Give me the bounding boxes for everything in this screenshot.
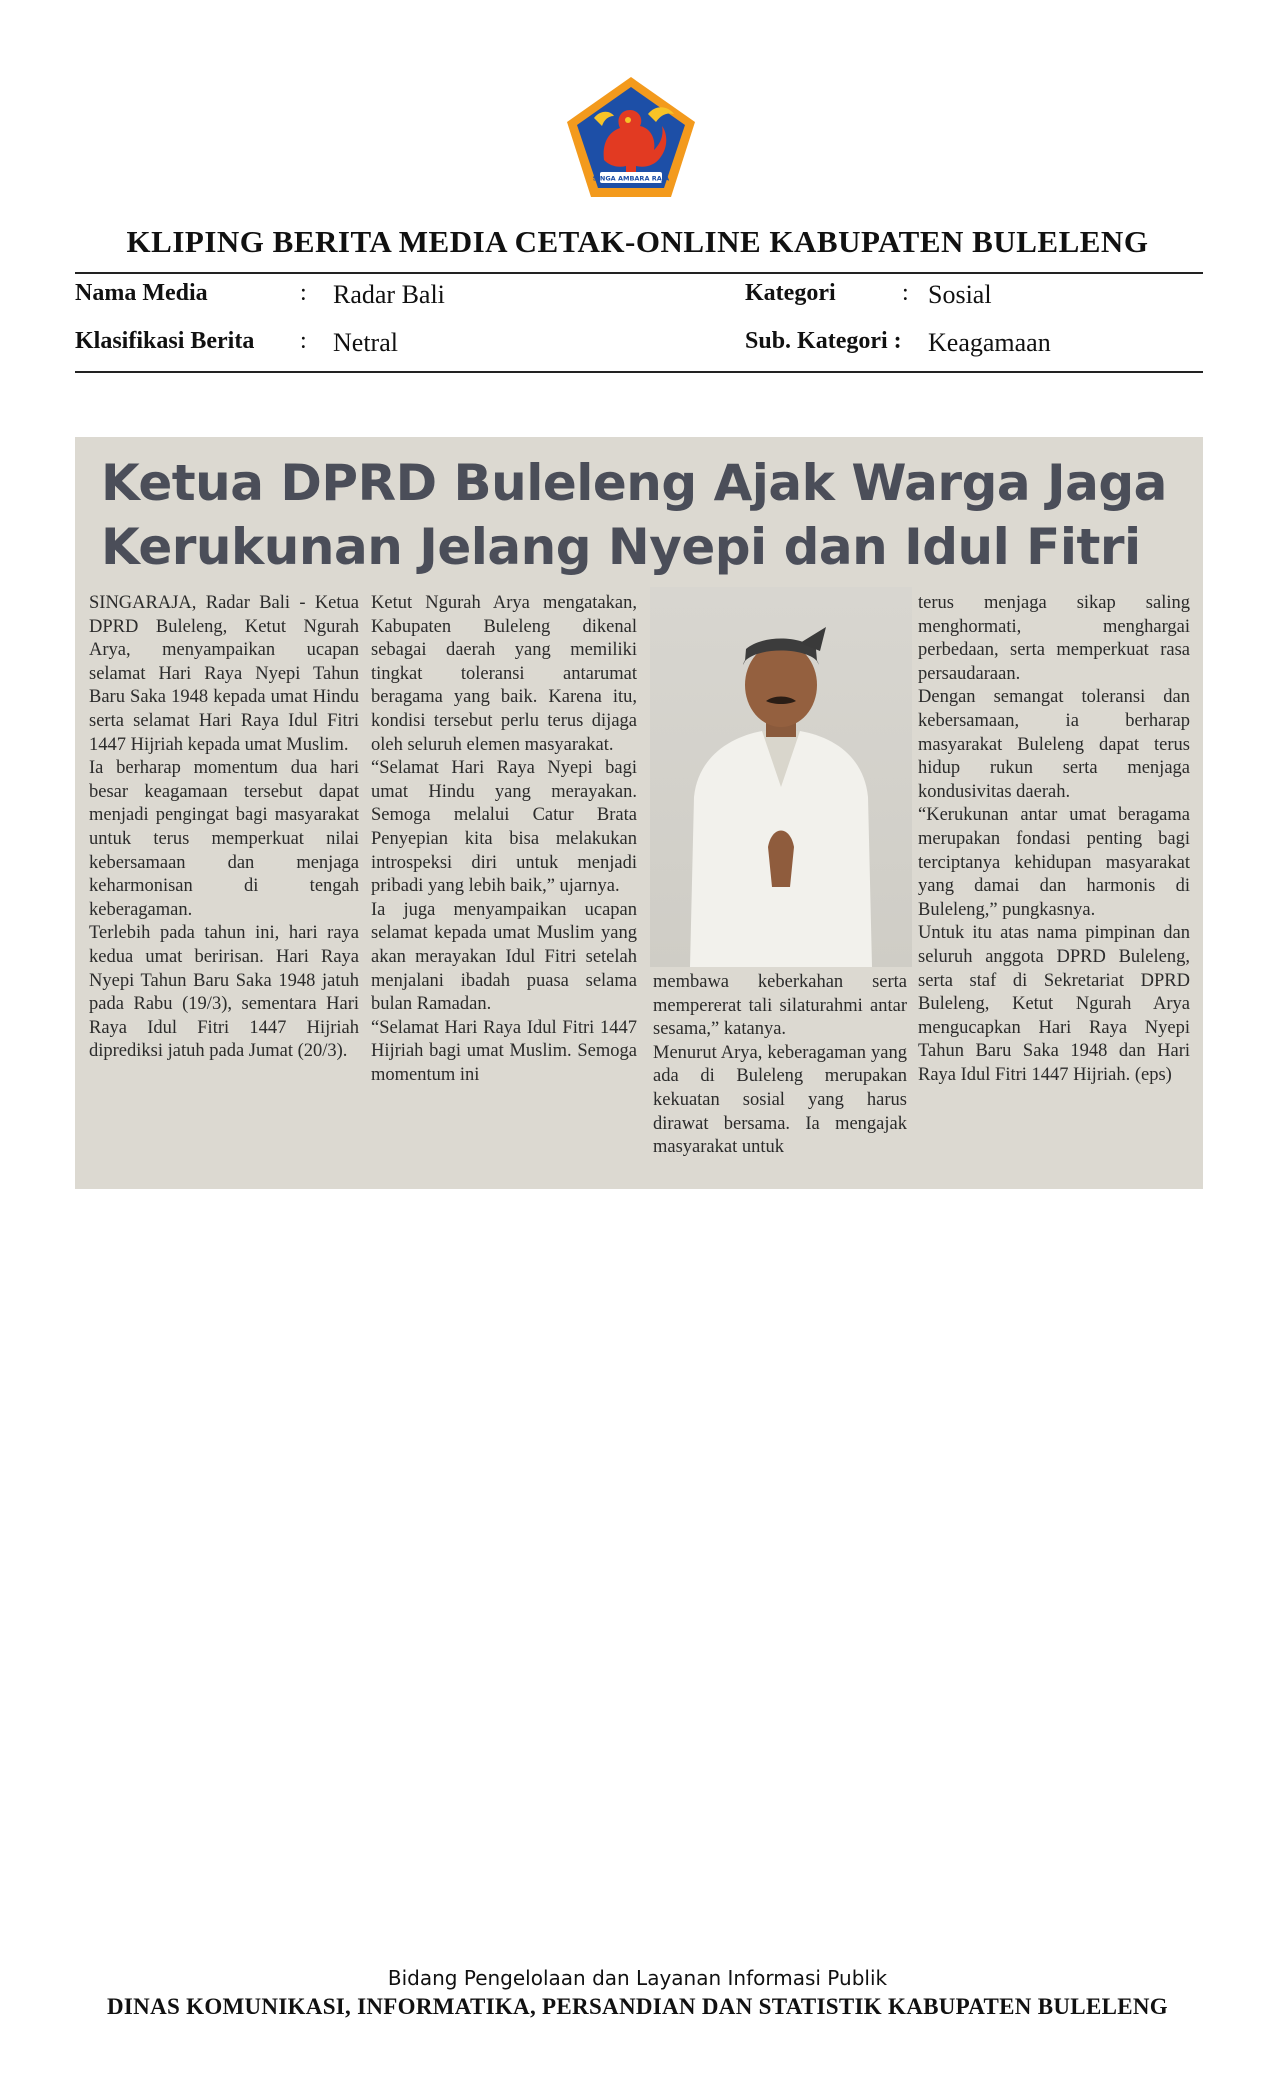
media-label: Nama Media xyxy=(75,280,208,306)
subkategori-label: Sub. Kategori : xyxy=(745,328,902,354)
article-column-1: SINGARAJA, Radar Bali - Ketua DPRD Buleleng, Ketut Ngurah Arya, menyampaikan ucapan selamat Hari Raya Nyepi Tahun Baru Saka 1948 kepada umat Hindu serta selamat Hari Raya Idul Fitri 1447 Hijriah kepada umat Muslim. Ia berharap momentum dua hari besar keagamaan tersebut dapat menjadi pengingat bagi masyarakat untuk terus memperkuat nilai kebersamaan dan menjaga keharmonisan di tengah keberagaman. Terlebih pada tahun ini, hari raya kedua umat beririsan. Hari Raya Nyepi Tahun Baru Saka 1948 jatuh pada Rabu (19/3), sementara Hari Raya Idul Fitri 1447 Hijriah diprediksi jatuh pada Jumat (20/3). xyxy=(89,593,359,1062)
singa-ambara-raja-emblem-icon xyxy=(564,74,698,200)
article-column-3: membawa keberkahan serta mempererat tali silaturahmi antar sesama,” katanya. Menurut Arya, keberagaman yang ada di Buleleng merupakan kekuatan sosial yang harus dirawat bersama. Ia mengajak masyarakat untuk xyxy=(653,972,907,1158)
page-title: KLIPING BERITA MEDIA CETAK-ONLINE KABUPATEN BULELENG xyxy=(126,224,1149,259)
kategori-label: Kategori xyxy=(745,280,836,306)
person-portrait-icon xyxy=(650,587,912,967)
logo-motto: SINGA AMBARA RAJA xyxy=(592,174,670,183)
article-column-4: terus menjaga sikap saling menghormati, menghargai perbedaan, serta memperkuat rasa persaudaraan. Dengan semangat toleransi dan kebersamaan, ia berharap masyarakat Buleleng dapat terus hidup rukun serta menjaga kondusivitas daerah. “Kerukunan antar umat beragama merupakan fondasi penting bagi terciptanya kehidupan masyarakat yang damai dan harmonis di Buleleng,” pungkasnya. Untuk itu atas nama pimpinan dan seluruh anggota DPRD Buleleng, serta staf di Sekretariat DPRD Buleleng, Ketut Ngurah Arya mengucapkan Hari Raya Nyepi Tahun Baru Saka 1948 dan Hari Raya Idul Fitri 1447 Hijriah. (eps) xyxy=(918,593,1190,1085)
media-colon: : xyxy=(300,280,307,306)
media-value: Radar Bali xyxy=(333,280,445,309)
footer-agency: DINAS KOMUNIKASI, INFORMATIKA, PERSANDIAN DAN STATISTIK KABUPATEN BULELENG xyxy=(107,1994,1168,2019)
article-photo xyxy=(650,587,912,967)
footer-department: Bidang Pengelolaan dan Layanan Informasi Publik xyxy=(387,1966,888,1990)
klasifikasi-label: Klasifikasi Berita xyxy=(75,328,255,354)
article-headline xyxy=(101,451,1191,579)
subkategori-value: Keagamaan xyxy=(928,328,1051,357)
kategori-value: Sosial xyxy=(928,280,992,309)
news-clipping xyxy=(75,437,1203,1189)
klasifikasi-colon: : xyxy=(300,328,307,354)
kategori-colon: : xyxy=(902,280,909,306)
meta-divider xyxy=(75,371,1203,373)
headline-line-1: Ketua DPRD Buleleng Ajak Warga Jaga xyxy=(101,454,1167,512)
headline-line-2: Kerukunan Jelang Nyepi dan Idul Fitri xyxy=(101,518,1141,576)
klasifikasi-value: Netral xyxy=(333,328,398,357)
header-divider xyxy=(75,272,1203,274)
article-column-2: Ketut Ngurah Arya mengatakan, Kabupaten Buleleng dikenal sebagai daerah yang memiliki tingkat toleransi antarumat beragama yang baik. Karena itu, kondisi tersebut perlu terus dijaga oleh seluruh elemen masyarakat. “Selamat Hari Raya Nyepi bagi umat Hindu yang merayakan. Semoga melalui Catur Brata Penyepian kita bisa melakukan introspeksi diri untuk menjadi pribadi yang lebih baik,” ujarnya. Ia juga menyampaikan ucapan selamat kepada umat Muslim yang akan merayakan Idul Fitri setelah menjalani ibadah puasa selama bulan Ramadan. “Selamat Hari Raya Idul Fitri 1447 Hijriah bagi umat Muslim. Semoga momentum ini xyxy=(371,593,637,1085)
